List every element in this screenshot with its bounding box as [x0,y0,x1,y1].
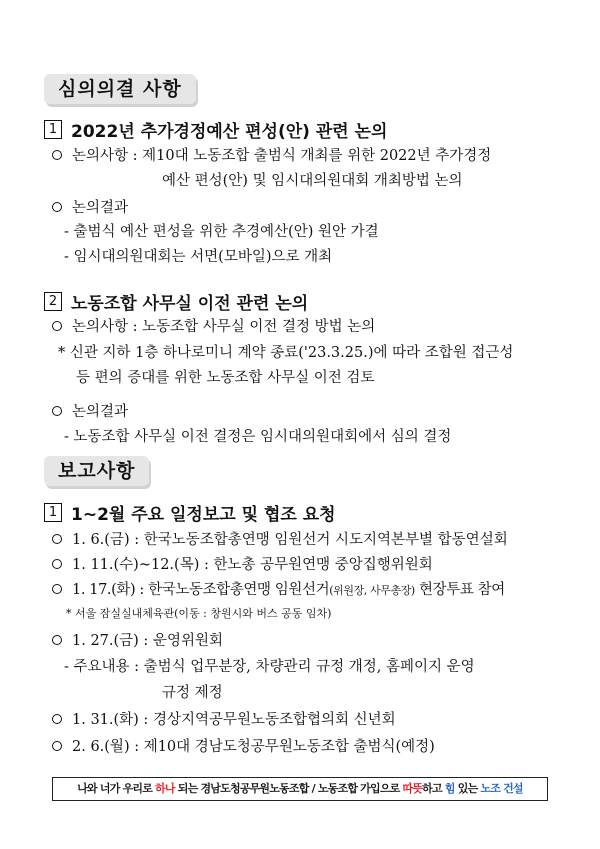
section-title-deliberation: 심의의결 사항 [44,74,196,104]
footer-slogan: 나와 너가 우리로 하나 되는 경남도청공무원노동조합 / 노동조합 가입으로 따뜻하고 힘 있는 노조 건설 [52,777,548,801]
result-item: - 임시대의원대회는 서면(모바일)으로 개최 [64,249,333,265]
schedule-item: 2. 6.(월) : 제10대 경남도청공무원노동조합 출범식(예정) [52,736,435,758]
circle-bullet-icon [52,559,62,569]
result-item: - 노동조합 사무실 이전 결정은 임시대의원대회에서 심의 결정 [64,429,452,445]
section-title-report: 보고사항 [44,456,149,486]
circle-bullet-icon [52,741,62,751]
circle-bullet-icon [52,534,62,544]
result-item: - 출범식 예산 편성을 위한 추경예산(안) 원안 가결 [64,224,379,240]
agenda-line: 논의사항 : 제10대 노동조합 출범식 개최를 위한 2022년 추가경정 [52,145,491,167]
circle-bullet-icon [52,584,62,594]
circle-bullet-icon [52,202,62,212]
note-line: * 신관 지하 1층 하나로미니 계약 종료('23.3.25.)에 따라 조합원 접근성 [58,345,514,361]
result-label-line: 논의결과 [52,197,128,219]
item-title: 2022년 추가경정예산 편성(안) 관련 논의 [71,121,388,142]
venue-note: * 서울 잠실실내체육관(이동 : 창원시와 버스 공동 임차) [66,607,332,620]
result-label-line: 논의결과 [52,401,128,423]
circle-bullet-icon [52,714,62,724]
detail-line: - 주요내용 : 출범식 업무분장, 차량관리 규정 개정, 홈페이지 운영 [64,659,475,675]
schedule-item: 1. 31.(화) : 경상지역공무원노동조합협의회 신년회 [52,709,396,731]
schedule-item: 1. 17.(화) : 한국노동조합총연맹 임원선거(위원장, 사무총장) 현장투표 참여 [52,579,505,601]
detail-line-cont: 규정 제정 [162,685,223,701]
item-number-box: 1 [44,120,62,139]
item-number-box: 1 [44,503,62,522]
item-heading [44,500,336,524]
item-number-box: 2 [44,292,62,311]
circle-bullet-icon [52,635,62,645]
item-heading [44,289,308,313]
circle-bullet-icon [52,150,62,160]
circle-bullet-icon [52,406,62,416]
schedule-item: 1. 11.(수)~12.(목) : 한노총 공무원연맹 중앙집행위원회 [52,554,433,576]
agenda-line-cont: 예산 편성(안) 및 임시대의원대회 개최방법 논의 [162,173,463,189]
circle-bullet-icon [52,321,62,331]
schedule-item: 1. 6.(금) : 한국노동조합총연맹 임원선거 시도지역본부별 합동연설회 [52,529,508,551]
agenda-line: 논의사항 : 노동조합 사무실 이전 결정 방법 논의 [52,316,375,338]
item-title: 1~2월 주요 일정보고 및 협조 요청 [71,504,336,525]
note-line-cont: 등 편의 증대를 위한 노동조합 사무실 이전 검토 [76,370,375,386]
item-heading [44,117,387,141]
schedule-item: 1. 27.(금) : 운영위원회 [52,630,223,652]
item-title: 노동조합 사무실 이전 관련 논의 [71,293,309,314]
